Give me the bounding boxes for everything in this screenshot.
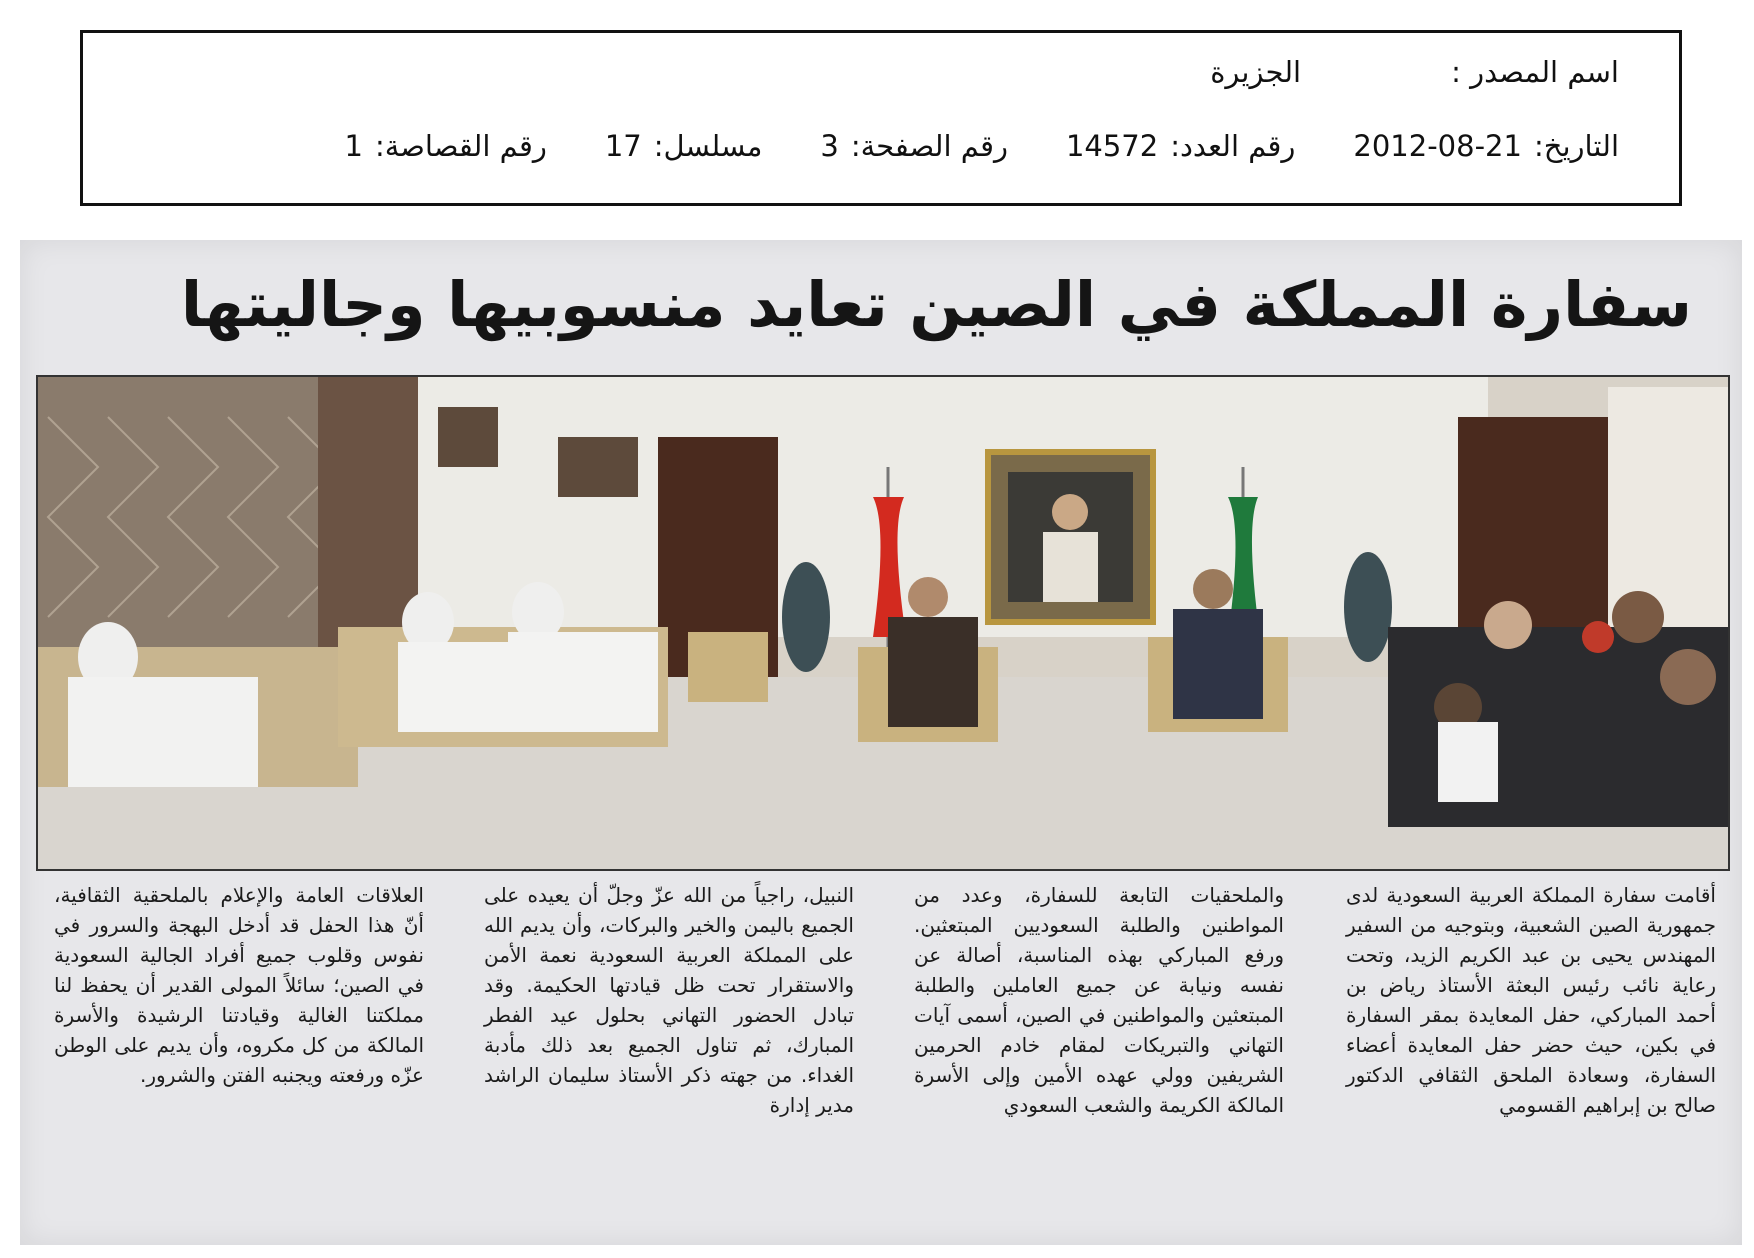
article-paragraph: أقامت سفارة المملكة العربية السعودية لدى جمهورية الصين الشعبية، وبتوجيه من السفير المهندس يحيى بن عبد الكريم الزيد، وتحت رعاية نائب رئيس البعثة الأستاذ رياض بن أحمد المباركي، حفل المعايدة بمقر السفارة في بكين، حيث حضر حفل المعايدة أعضاء السفارة، وسعادة الملحق الثقافي الدكتور صالح بن إبراهيم القسومي	[1346, 883, 1716, 1117]
source-pair	[1210, 55, 1619, 89]
article-column-4	[54, 880, 424, 1090]
source-value: الجزيرة	[1210, 55, 1302, 89]
issue-value: 14572	[1065, 129, 1159, 163]
article-headline: سفارة المملكة في الصين تعايد منسوبيها وجاليتها	[180, 268, 1692, 341]
details-row	[143, 129, 1619, 163]
clip-number-label: رقم القصاصة:	[374, 129, 547, 163]
article-column-2	[914, 880, 1284, 1120]
newspaper-clipping	[20, 240, 1742, 1245]
page-label: رقم الصفحة:	[850, 129, 1008, 163]
page-pair	[820, 129, 1008, 163]
article-paragraph: العلاقات العامة والإعلام بالملحقية الثقافية، أنّ هذا الحفل قد أدخل البهجة والسرور في نفوس وقلوب جميع أفراد الجالية السعودية في الصين؛ سائلاً المولى القدير أن يحفظ لنا مملكتنا الغالية وقيادتنا الرشيدة والأسرة المالكة من كل مكروه، وأن يديم على الوطن عزّه ورفعته ويجنبه الفتن والشرور.	[54, 883, 424, 1087]
article-paragraph: والملحقيات التابعة للسفارة، وعدد من المواطنين والطلبة السعوديين المبتعثين. ورفع المباركي بهذه المناسبة، أصالة عن نفسه ونيابة عن جميع العاملين والطلبة المبتعثين والمواطنين في الصين، أسمى آيات التهاني والتبريكات لمقام خادم الحرمين الشريفين وولي عهده الأمين وإلى الأسرة المالكة الكريمة والشعب السعودي	[914, 883, 1284, 1117]
article-photo	[36, 375, 1730, 871]
date-value: 2012-08-21	[1353, 129, 1522, 163]
article-body	[44, 880, 1724, 1240]
serial-pair	[605, 129, 763, 163]
clipping-metadata-box	[80, 30, 1682, 206]
serial-value: 17	[604, 129, 642, 163]
page-value: 3	[820, 129, 839, 163]
issue-label: رقم العدد:	[1170, 129, 1296, 163]
clip-number-pair	[345, 129, 547, 163]
source-row	[143, 55, 1619, 89]
reception-room-photo	[38, 377, 1728, 869]
article-paragraph: النبيل، راجياً من الله عزّ وجلّ أن يعيده على الجميع باليمن والخير والبركات، وأن يديم الله على المملكة العربية السعودية نعمة الأمن والاستقرار تحت ظل قيادتها الحكيمة. وقد تبادل الحضور التهاني بحلول عيد الفطر المبارك، ثم تناول الجميع بعد ذلك مأدبة الغداء. من جهته ذكر الأستاذ سليمان الراشد مدير إدارة	[484, 883, 854, 1117]
article-column-1	[1346, 880, 1716, 1120]
article-column-3	[484, 880, 854, 1120]
issue-pair	[1066, 129, 1295, 163]
date-label: التاريخ:	[1533, 129, 1619, 163]
clip-number-value: 1	[344, 129, 363, 163]
source-label: اسم المصدر :	[1451, 55, 1619, 89]
date-pair	[1353, 129, 1619, 163]
serial-label: مسلسل:	[653, 129, 763, 163]
